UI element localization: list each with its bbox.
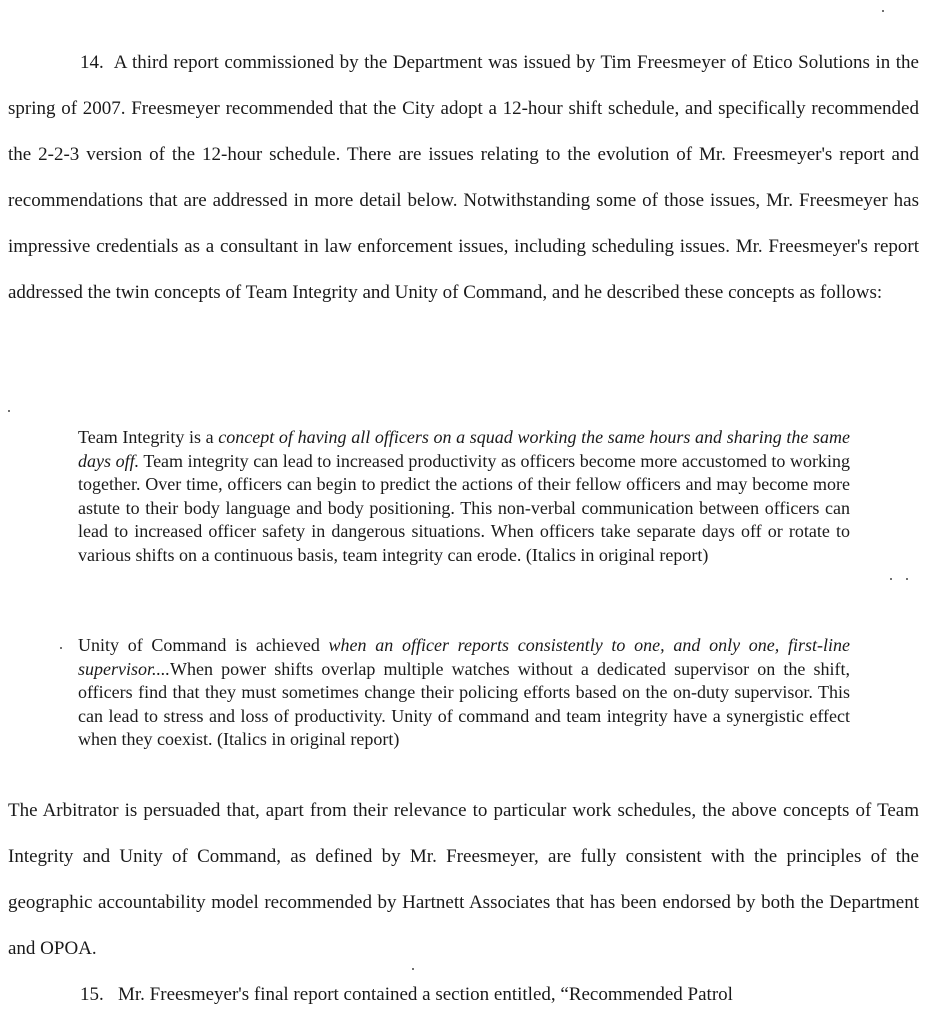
paragraph-15-text: Mr. Freesmeyer's final report contained a section entitled, “Recommended Patrol [118,984,733,1005]
paragraph-14-text: A third report commissioned by the Department was issued by Tim Freesmeyer of Etico Solutions in the spring of 2007. Freesmeyer recommended that the City adopt a 12-hour shift schedule, and specifically recommended the 2-2-3 version of the 12-hour schedule. There are issues relating to the evolution of Mr. Freesmeyer's report and recommendations that are addressed in more detail below. Notwithstanding some of those issues, Mr. Freesmeyer has impressive credentials as a consultant in law enforcement issues, including scheduling issues. Mr. Freesmeyer's report addressed the twin concepts of Team Integrity and Unity of Command, and he described these concepts as follows: [8,52,919,303]
conclusion-paragraph: The Arbitrator is persuaded that, apart from their relevance to particular work schedules, the above concepts of Team Integrity and Unity of Command, as defined by Mr. Freesmeyer, are fully consistent with the principles of the geographic accountability model recommended by Hartnett Associates that has been endorsed by both the Department and OPOA. [8,800,919,959]
scan-speck [8,410,10,412]
quote-italic: when an officer reports consistently to one, and only one, first-line supervisor.... [78,635,850,679]
paragraph-number: 15. [80,984,104,1005]
scan-speck [906,578,908,580]
scan-speck [60,647,62,649]
paragraph-number: 14. [80,52,104,73]
quote-body: When power shifts overlap multiple watches without a dedicated supervisor on the shift, officers find that they must sometimes change their policing efforts based on the on-duty supervisor. This can lead to stress and loss of productivity. Unity of command and team integrity have a synergistic effect when they coexist. (Italics in original report) [78,658,850,749]
scan-speck [882,10,884,12]
scan-speck [890,578,892,580]
paragraph-14 [8,40,919,316]
quote-lead: Unity of Command is achieved [78,635,329,655]
block-quote-team-integrity [78,426,850,567]
quote-italic: concept of having all officers on a squad working the same hours and sharing the same days off. [78,427,850,471]
paragraph-15 [8,972,919,1018]
scan-speck [412,968,414,970]
quote-lead: Team Integrity is a [78,427,219,447]
quote-body: Team integrity can lead to increased productivity as officers become more accustomed to working together. Over time, officers can begin to predict the actions of their fellow officers and may become more astute to their body language and body positioning. This non-verbal communication between officers can lead to increased officer safety in dangerous situations. When officers take separate days off or rotate to various shifts on a continuous basis, team integrity can erode. (Italics in original report) [78,450,850,565]
block-quote-unity-of-command [78,634,850,752]
